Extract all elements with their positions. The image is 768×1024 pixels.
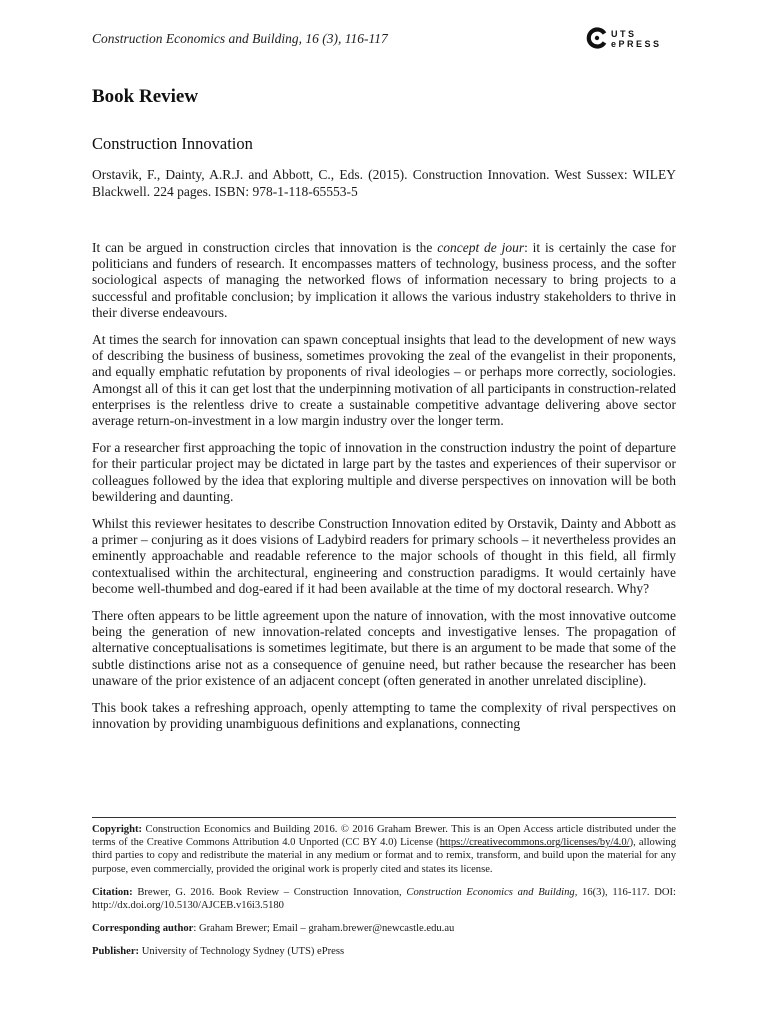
corresponding-label: Corresponding author [92,923,194,935]
body-paragraph: This book takes a refreshing approach, openly attempting to tame the complexity of rival perspectives on innovation by providing unambiguous definitions and explanations, connecting [92,700,676,732]
license-link[interactable]: https://creativecommons.org/licenses/by/4.0/ [439,837,630,849]
paragraph-text: It can be argued in construction circles that innovation is the [92,240,438,255]
citation [92,886,676,912]
body-paragraph: At times the search for innovation can spawn conceptual insights that lead to the development of new ways of describing the business of business, sometimes provoking the zeal of the evangelist in their proponents, and equally emphatic refutation by proponents of rival ideologies – or perhaps more correctly, sociologies. Amongst all of this it can get lost that the underpinning motivation of all participants in construction-related enterprises is the relentless drive to create a sustainable competitive advantage delivering above sector average return-on-investment in a low margin industry over the longer term. [92,332,676,429]
copyright-label: Copyright: [92,824,143,835]
book-title: Construction Innovation [92,134,253,153]
copyright-notice [92,823,676,876]
review-body [92,240,676,743]
footer-divider [92,817,676,818]
body-paragraph: For a researcher first approaching the topic of innovation in the construction industry the point of departure for their particular project may be dictated in large part by the tastes and experiences of their supervisor or colleagues followed by the idea that exploring multiple and diverse perspectives on innovation will be both bewildering and daunting. [92,440,676,504]
citation-text: Brewer, G. 2016. Book Review – Construction Innovation, [132,886,407,898]
section-heading: Book Review [92,86,199,107]
citation-journal: Construction Economics and Building, [406,886,578,898]
copyright-text: Construction Economics and Building 2016. © 2016 Graham Brewer. This is an Open Access article distributed under the terms of the Creative Commons Attribution 4.0 Unported (CC BY 4.0) License ( [92,824,676,849]
uts-logo-icon [586,27,608,49]
body-paragraph [92,240,676,321]
copyright-text: ), allowing third parties to copy and redistribute the material in any medium or format and to remix, transform, and build upon the material for any purpose, even commercially, provided the original work is properly cited and states its license. [92,837,676,875]
paragraph-text: : it is certainly the case for politicians and funders of research. It encompasses matters of technology, business process, and the softer sociological aspects of managing the networked flows of information necessary to bring projects to a successful and profitable conclusion; by implication it allows the various industry stakeholders to thrive in their diverse endeavours. [92,240,676,320]
uts-epress-logo [586,27,682,51]
publisher-label: Publisher: [92,946,140,958]
corresponding-author [92,922,676,935]
logo-text-uts: UTS [611,29,637,39]
running-head: Construction Economics and Building, 16 (3), 116-117 [92,31,388,46]
corresponding-text: : Graham Brewer; Email – graham.brewer@newcastle.edu.au [193,923,455,935]
italic-phrase: concept de jour [437,240,525,255]
logo-text-epress: ePRESS [611,39,662,49]
publisher-text: University of Technology Sydney (UTS) ePress [139,946,345,958]
article-footer [92,823,676,969]
body-paragraph: Whilst this reviewer hesitates to describe Construction Innovation edited by Orstavik, Dainty and Abbott as a primer – conjuring as it does visions of Ladybird readers for primary schools – it nevertheless provides an eminently approachable and readable reference to the major schools of thought in this field, all firmly contextualised within the architectural, engineering and construction paradigms. It would certainly have become well-thumbed and dog-eared if it had been available at the time of my doctoral research. Why? [92,516,676,596]
citation-label: Citation: [92,886,133,898]
body-paragraph: There often appears to be little agreement upon the nature of innovation, with the most innovative outcome being the generation of new innovation-related concepts and investigative lenses. The propagation of alternative conceptualisations is sometimes legitimate, but there is an argument to be made that some of the subtle distinctions arise not as a consequence of genuine need, but rather because the researcher has been unaware of the prior existence of an adjacent concept (often generated in another unrelated discipline). [92,608,676,688]
publisher [92,945,676,958]
citation-doi: 16(3), 116-117. DOI: http://dx.doi.org/10.5130/AJCEB.v16i3.5180 [92,886,676,912]
book-reference: Orstavik, F., Dainty, A.R.J. and Abbott, C., Eds. (2015). Construction Innovation. West Sussex: WILEY Blackwell. 224 pages. ISBN: 978-1-118-65553-5 [92,167,676,199]
